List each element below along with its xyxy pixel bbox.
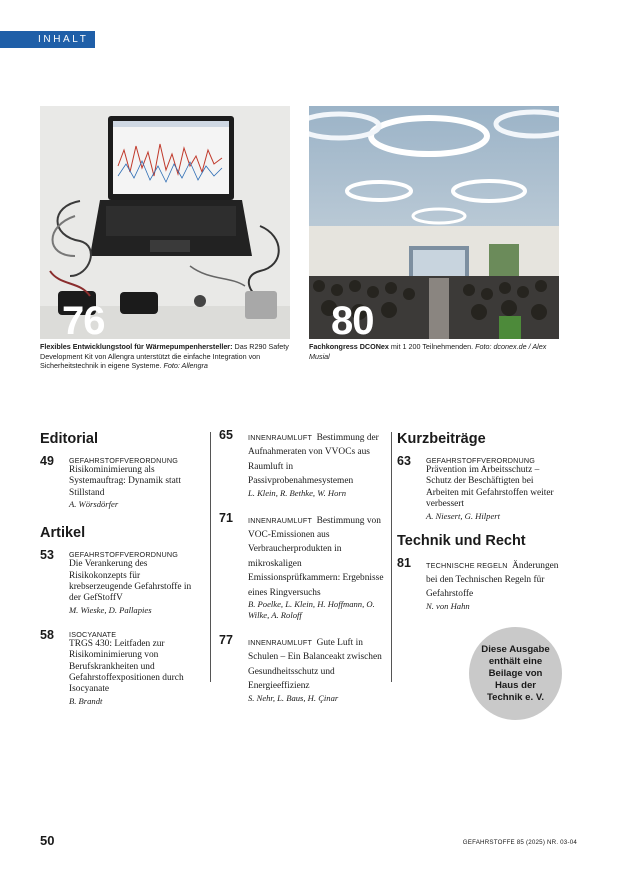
column-divider: [210, 432, 211, 682]
toc-title: Die Verankerung des Risikokonzepts für krebserzeugende Gefahrstoffe in der GefStoffV: [69, 559, 192, 604]
caption-text: mit 1 200 Teilnehmenden.: [388, 342, 476, 351]
toc-entry[interactable]: [397, 456, 562, 522]
toc-page-number: 49: [40, 454, 54, 468]
footer-publication: GEFAHRSTOFFE 85 (2025) NR. 03-04: [462, 839, 577, 846]
photo-page-number: 76: [62, 299, 105, 339]
toc-kicker: ISOCYANATE: [69, 629, 117, 639]
toc-kicker: GEFAHRSTOFFVERORDNUNG: [69, 456, 179, 465]
toc-page-number: 77: [219, 633, 233, 648]
toc-authors: A. Niesert, G. Hilpert: [426, 510, 500, 521]
toc-entry[interactable]: [219, 510, 384, 621]
toc-page-number: 71: [219, 510, 233, 525]
photo-caption: [309, 342, 559, 361]
supplement-badge-text: Diese Ausgabe enthält eine Beilage von Haus der Technik e. V.: [481, 643, 550, 703]
column-divider: [391, 432, 392, 682]
section-heading-artikel: Artikel: [40, 525, 86, 542]
toc-page-number: 81: [397, 555, 411, 570]
toc-title: Risikominimierung als Systemauftrag: Dynamik statt Stillstand: [69, 465, 181, 498]
toc-authors: L. Klein, R. Bethke, W. Horn: [248, 487, 347, 498]
toc-kicker: INNENRAUMLUFT: [248, 515, 313, 525]
toc-title: Prävention im Arbeitsschutz – Schutz der Beschäftigten bei Arbeiten mit Gefahrstoffen weiter verbessert: [426, 465, 554, 510]
toc-authors: B. Poelke, L. Klein, H. Hoffmann, O. Wilke, A. Roloff: [248, 599, 375, 621]
toc-title: Gute Luft in Schulen – Ein Balanceakt zwischen Gesundheitsschutz und Energieeffizienz: [248, 638, 382, 692]
toc-page-number: 63: [397, 454, 411, 468]
toc-title: Änderungen bei den Technischen Regeln für Gefahrstoffe: [426, 560, 559, 600]
toc-column-right: [397, 430, 562, 626]
toc-entry[interactable]: [219, 635, 384, 704]
supplement-badge: [469, 627, 562, 720]
toc-entry[interactable]: [40, 550, 198, 616]
caption-credit: Foto: Allengra: [163, 361, 208, 371]
caption-credit: Foto: dconex.de / Alex Musial: [309, 342, 547, 361]
photo-laptop: [40, 106, 290, 339]
footer-page-number: 50: [40, 833, 55, 848]
toc-authors: A. Wörsdörfer: [69, 499, 119, 510]
toc-kicker: TECHNISCHE REGELN: [426, 560, 508, 570]
caption-bold: Fachkongress DCONex: [309, 342, 389, 351]
toc-kicker: INNENRAUMLUFT: [248, 638, 313, 648]
section-heading-kurzbeitraege: Kurzbeiträge: [397, 431, 486, 447]
toc-authors: S. Nehr, L. Baus, H. Çinar: [248, 692, 339, 703]
toc-kicker: GEFAHRSTOFFVERORDNUNG: [69, 550, 179, 560]
photo-caption: [40, 342, 292, 371]
toc-page-number: 53: [40, 548, 54, 563]
toc-authors: N. von Hahn: [426, 600, 470, 611]
caption-text: Das R290 Safety Development Kit von Allengra unterstützt die einfache Integration von Sicherheitstechnik in eigene Systeme.: [40, 342, 289, 371]
toc-kicker: GEFAHRSTOFFVERORDNUNG: [426, 456, 536, 465]
toc-title: Bestimmung von VOC-Emissionen aus Verbraucherprodukten in mikroskaligen Emissionsprüfkammern: Ergebnisse eines Ringversuchs: [248, 515, 384, 598]
toc-column-left: [40, 430, 198, 721]
photo-page-number: 80: [331, 299, 374, 339]
toc-kicker: INNENRAUMLUFT: [248, 433, 313, 442]
toc-title: TRGS 430: Leitfaden zur Risikominimierung von Berufskrankheiten und Gefahrstoffexpositionen durch Isocyanate: [69, 638, 184, 695]
toc-entry[interactable]: [397, 555, 562, 612]
toc-entry[interactable]: [40, 627, 198, 707]
photo-conference: [309, 106, 559, 339]
toc-authors: B. Brandt: [69, 695, 103, 706]
toc-page-number: 58: [40, 627, 54, 642]
toc-entry[interactable]: [40, 456, 198, 510]
toc-page-number: 65: [219, 428, 233, 442]
toc-title: Bestimmung der Aufnahmeraten von VVOCs aus Raumluft in Passivprobenahmesystemen: [248, 433, 379, 487]
section-tab: INHALT: [0, 31, 95, 48]
toc-column-middle: [219, 430, 384, 718]
toc-entry[interactable]: [219, 430, 384, 499]
caption-bold: Flexibles Entwicklungstool für Wärmepumpenhersteller:: [40, 342, 233, 351]
toc-authors: M. Wieske, D. Pallapies: [69, 604, 152, 615]
section-heading-editorial: Editorial: [40, 431, 99, 447]
section-heading-technik: Technik und Recht: [397, 532, 526, 549]
